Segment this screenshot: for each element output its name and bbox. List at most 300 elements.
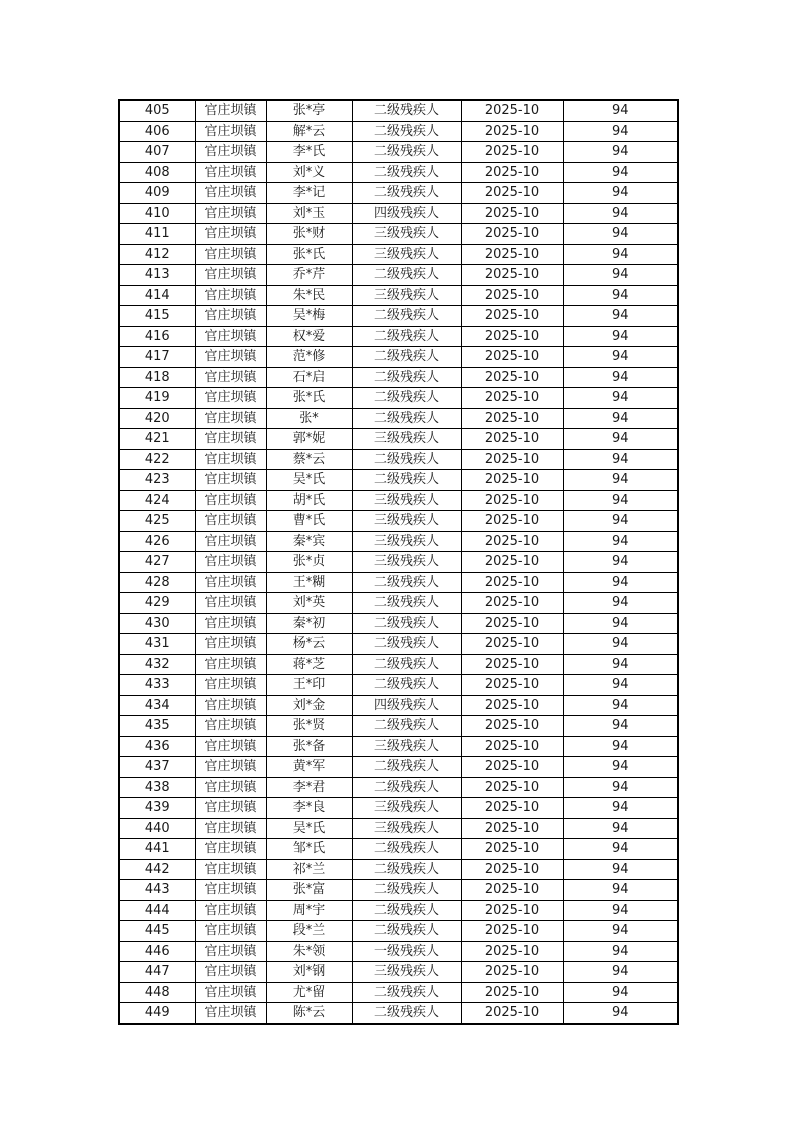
table-row xyxy=(119,531,678,552)
cell-name: 张*财 xyxy=(266,224,352,245)
cell-seq: 442 xyxy=(119,859,195,880)
cell-seq: 445 xyxy=(119,921,195,942)
cell-amount: 94 xyxy=(563,224,678,245)
cell-category: 三级残疾人 xyxy=(352,429,461,450)
cell-town: 官庄坝镇 xyxy=(195,695,266,716)
cell-category: 三级残疾人 xyxy=(352,798,461,819)
cell-name: 祁*兰 xyxy=(266,859,352,880)
cell-seq: 429 xyxy=(119,593,195,614)
cell-name: 张*备 xyxy=(266,736,352,757)
cell-seq: 420 xyxy=(119,408,195,429)
cell-category: 二级残疾人 xyxy=(352,306,461,327)
cell-seq: 439 xyxy=(119,798,195,819)
table-row xyxy=(119,593,678,614)
cell-town: 官庄坝镇 xyxy=(195,224,266,245)
cell-name: 秦*宾 xyxy=(266,531,352,552)
cell-name: 蔡*云 xyxy=(266,449,352,470)
cell-seq: 410 xyxy=(119,203,195,224)
cell-seq: 449 xyxy=(119,1003,195,1024)
cell-amount: 94 xyxy=(563,716,678,737)
cell-town: 官庄坝镇 xyxy=(195,572,266,593)
cell-town: 官庄坝镇 xyxy=(195,265,266,286)
cell-seq: 434 xyxy=(119,695,195,716)
cell-name: 李*君 xyxy=(266,777,352,798)
cell-name: 张*氏 xyxy=(266,388,352,409)
table-row xyxy=(119,285,678,306)
cell-name: 乔*芹 xyxy=(266,265,352,286)
cell-name: 朱*民 xyxy=(266,285,352,306)
cell-name: 李*氏 xyxy=(266,142,352,163)
cell-seq: 413 xyxy=(119,265,195,286)
cell-month: 2025-10 xyxy=(461,142,563,163)
cell-amount: 94 xyxy=(563,183,678,204)
cell-town: 官庄坝镇 xyxy=(195,736,266,757)
cell-category: 二级残疾人 xyxy=(352,470,461,491)
cell-month: 2025-10 xyxy=(461,880,563,901)
cell-amount: 94 xyxy=(563,613,678,634)
table-row xyxy=(119,982,678,1003)
table-row xyxy=(119,736,678,757)
cell-amount: 94 xyxy=(563,921,678,942)
table-row xyxy=(119,347,678,368)
cell-amount: 94 xyxy=(563,880,678,901)
table-row xyxy=(119,490,678,511)
cell-name: 黄*军 xyxy=(266,757,352,778)
cell-town: 官庄坝镇 xyxy=(195,962,266,983)
cell-month: 2025-10 xyxy=(461,121,563,142)
table-row xyxy=(119,388,678,409)
cell-name: 胡*氏 xyxy=(266,490,352,511)
cell-category: 二级残疾人 xyxy=(352,183,461,204)
cell-amount: 94 xyxy=(563,982,678,1003)
cell-town: 官庄坝镇 xyxy=(195,859,266,880)
table-row xyxy=(119,941,678,962)
table-row xyxy=(119,880,678,901)
cell-amount: 94 xyxy=(563,757,678,778)
cell-month: 2025-10 xyxy=(461,429,563,450)
cell-town: 官庄坝镇 xyxy=(195,531,266,552)
cell-category: 二级残疾人 xyxy=(352,121,461,142)
cell-seq: 415 xyxy=(119,306,195,327)
cell-month: 2025-10 xyxy=(461,224,563,245)
table-row xyxy=(119,716,678,737)
cell-town: 官庄坝镇 xyxy=(195,388,266,409)
cell-name: 郭*妮 xyxy=(266,429,352,450)
cell-month: 2025-10 xyxy=(461,408,563,429)
cell-amount: 94 xyxy=(563,470,678,491)
table-row xyxy=(119,962,678,983)
table-row xyxy=(119,162,678,183)
cell-town: 官庄坝镇 xyxy=(195,552,266,573)
cell-town: 官庄坝镇 xyxy=(195,285,266,306)
cell-amount: 94 xyxy=(563,367,678,388)
cell-seq: 424 xyxy=(119,490,195,511)
cell-town: 官庄坝镇 xyxy=(195,777,266,798)
cell-seq: 440 xyxy=(119,818,195,839)
cell-name: 王*印 xyxy=(266,675,352,696)
cell-town: 官庄坝镇 xyxy=(195,244,266,265)
cell-category: 三级残疾人 xyxy=(352,224,461,245)
cell-seq: 416 xyxy=(119,326,195,347)
cell-name: 张*亭 xyxy=(266,100,352,121)
cell-amount: 94 xyxy=(563,900,678,921)
cell-month: 2025-10 xyxy=(461,326,563,347)
cell-month: 2025-10 xyxy=(461,654,563,675)
cell-town: 官庄坝镇 xyxy=(195,634,266,655)
cell-town: 官庄坝镇 xyxy=(195,306,266,327)
table-row xyxy=(119,921,678,942)
cell-amount: 94 xyxy=(563,736,678,757)
cell-amount: 94 xyxy=(563,1003,678,1024)
cell-seq: 428 xyxy=(119,572,195,593)
cell-month: 2025-10 xyxy=(461,265,563,286)
cell-amount: 94 xyxy=(563,490,678,511)
cell-category: 二级残疾人 xyxy=(352,757,461,778)
cell-month: 2025-10 xyxy=(461,757,563,778)
cell-amount: 94 xyxy=(563,859,678,880)
cell-month: 2025-10 xyxy=(461,449,563,470)
cell-seq: 408 xyxy=(119,162,195,183)
cell-name: 邹*氏 xyxy=(266,839,352,860)
cell-name: 秦*初 xyxy=(266,613,352,634)
table-row xyxy=(119,265,678,286)
cell-name: 吴*氏 xyxy=(266,470,352,491)
cell-category: 三级残疾人 xyxy=(352,962,461,983)
cell-month: 2025-10 xyxy=(461,552,563,573)
cell-name: 范*修 xyxy=(266,347,352,368)
cell-month: 2025-10 xyxy=(461,183,563,204)
cell-town: 官庄坝镇 xyxy=(195,367,266,388)
cell-name: 刘*钢 xyxy=(266,962,352,983)
cell-amount: 94 xyxy=(563,142,678,163)
cell-category: 三级残疾人 xyxy=(352,285,461,306)
cell-town: 官庄坝镇 xyxy=(195,429,266,450)
table-row xyxy=(119,367,678,388)
cell-amount: 94 xyxy=(563,285,678,306)
cell-seq: 443 xyxy=(119,880,195,901)
cell-amount: 94 xyxy=(563,531,678,552)
cell-amount: 94 xyxy=(563,839,678,860)
cell-town: 官庄坝镇 xyxy=(195,449,266,470)
cell-name: 朱*领 xyxy=(266,941,352,962)
table-row xyxy=(119,511,678,532)
cell-amount: 94 xyxy=(563,941,678,962)
table-row xyxy=(119,449,678,470)
cell-name: 蒋*芝 xyxy=(266,654,352,675)
cell-seq: 412 xyxy=(119,244,195,265)
cell-name: 吴*氏 xyxy=(266,818,352,839)
cell-town: 官庄坝镇 xyxy=(195,839,266,860)
cell-name: 刘*义 xyxy=(266,162,352,183)
cell-name: 周*宇 xyxy=(266,900,352,921)
subsidy-roster-table xyxy=(118,99,679,1025)
cell-town: 官庄坝镇 xyxy=(195,880,266,901)
cell-category: 二级残疾人 xyxy=(352,367,461,388)
cell-category: 二级残疾人 xyxy=(352,572,461,593)
cell-amount: 94 xyxy=(563,777,678,798)
cell-town: 官庄坝镇 xyxy=(195,347,266,368)
cell-seq: 407 xyxy=(119,142,195,163)
cell-month: 2025-10 xyxy=(461,962,563,983)
cell-name: 解*云 xyxy=(266,121,352,142)
cell-amount: 94 xyxy=(563,265,678,286)
cell-name: 吴*梅 xyxy=(266,306,352,327)
cell-name: 李*良 xyxy=(266,798,352,819)
cell-category: 二级残疾人 xyxy=(352,142,461,163)
cell-seq: 414 xyxy=(119,285,195,306)
cell-category: 二级残疾人 xyxy=(352,388,461,409)
cell-seq: 438 xyxy=(119,777,195,798)
cell-month: 2025-10 xyxy=(461,921,563,942)
cell-name: 王*糊 xyxy=(266,572,352,593)
cell-category: 二级残疾人 xyxy=(352,347,461,368)
cell-seq: 417 xyxy=(119,347,195,368)
table-row xyxy=(119,224,678,245)
cell-category: 二级残疾人 xyxy=(352,1003,461,1024)
cell-town: 官庄坝镇 xyxy=(195,654,266,675)
cell-category: 四级残疾人 xyxy=(352,695,461,716)
cell-seq: 411 xyxy=(119,224,195,245)
table-row xyxy=(119,798,678,819)
table-row xyxy=(119,654,678,675)
cell-category: 二级残疾人 xyxy=(352,613,461,634)
cell-seq: 444 xyxy=(119,900,195,921)
cell-month: 2025-10 xyxy=(461,736,563,757)
cell-seq: 431 xyxy=(119,634,195,655)
cell-seq: 435 xyxy=(119,716,195,737)
cell-category: 二级残疾人 xyxy=(352,654,461,675)
cell-town: 官庄坝镇 xyxy=(195,716,266,737)
cell-town: 官庄坝镇 xyxy=(195,675,266,696)
cell-seq: 409 xyxy=(119,183,195,204)
cell-month: 2025-10 xyxy=(461,511,563,532)
cell-amount: 94 xyxy=(563,449,678,470)
cell-category: 三级残疾人 xyxy=(352,531,461,552)
cell-category: 二级残疾人 xyxy=(352,900,461,921)
table-row xyxy=(119,552,678,573)
cell-amount: 94 xyxy=(563,675,678,696)
cell-town: 官庄坝镇 xyxy=(195,183,266,204)
cell-category: 二级残疾人 xyxy=(352,859,461,880)
cell-category: 二级残疾人 xyxy=(352,716,461,737)
cell-seq: 421 xyxy=(119,429,195,450)
cell-amount: 94 xyxy=(563,962,678,983)
cell-seq: 423 xyxy=(119,470,195,491)
table-row xyxy=(119,121,678,142)
cell-town: 官庄坝镇 xyxy=(195,982,266,1003)
cell-month: 2025-10 xyxy=(461,798,563,819)
cell-seq: 426 xyxy=(119,531,195,552)
cell-town: 官庄坝镇 xyxy=(195,121,266,142)
cell-name: 张*氏 xyxy=(266,244,352,265)
cell-month: 2025-10 xyxy=(461,1003,563,1024)
cell-seq: 437 xyxy=(119,757,195,778)
table-row xyxy=(119,244,678,265)
cell-town: 官庄坝镇 xyxy=(195,203,266,224)
cell-category: 二级残疾人 xyxy=(352,408,461,429)
cell-month: 2025-10 xyxy=(461,941,563,962)
cell-town: 官庄坝镇 xyxy=(195,818,266,839)
cell-category: 三级残疾人 xyxy=(352,818,461,839)
cell-name: 陈*云 xyxy=(266,1003,352,1024)
cell-seq: 427 xyxy=(119,552,195,573)
cell-category: 二级残疾人 xyxy=(352,777,461,798)
cell-category: 三级残疾人 xyxy=(352,490,461,511)
cell-category: 二级残疾人 xyxy=(352,921,461,942)
table-row xyxy=(119,1003,678,1024)
cell-amount: 94 xyxy=(563,429,678,450)
cell-category: 三级残疾人 xyxy=(352,552,461,573)
cell-category: 二级残疾人 xyxy=(352,982,461,1003)
cell-month: 2025-10 xyxy=(461,593,563,614)
cell-amount: 94 xyxy=(563,593,678,614)
cell-month: 2025-10 xyxy=(461,859,563,880)
cell-town: 官庄坝镇 xyxy=(195,941,266,962)
cell-town: 官庄坝镇 xyxy=(195,162,266,183)
cell-month: 2025-10 xyxy=(461,100,563,121)
table-row xyxy=(119,326,678,347)
cell-month: 2025-10 xyxy=(461,675,563,696)
cell-month: 2025-10 xyxy=(461,388,563,409)
table-row xyxy=(119,142,678,163)
cell-category: 二级残疾人 xyxy=(352,634,461,655)
cell-month: 2025-10 xyxy=(461,818,563,839)
cell-category: 二级残疾人 xyxy=(352,100,461,121)
cell-category: 二级残疾人 xyxy=(352,326,461,347)
cell-name: 张*贞 xyxy=(266,552,352,573)
cell-seq: 430 xyxy=(119,613,195,634)
table-row xyxy=(119,306,678,327)
cell-town: 官庄坝镇 xyxy=(195,100,266,121)
cell-seq: 422 xyxy=(119,449,195,470)
cell-town: 官庄坝镇 xyxy=(195,511,266,532)
cell-month: 2025-10 xyxy=(461,203,563,224)
cell-name: 段*兰 xyxy=(266,921,352,942)
table-row xyxy=(119,408,678,429)
table-row xyxy=(119,859,678,880)
cell-amount: 94 xyxy=(563,203,678,224)
table-row xyxy=(119,900,678,921)
cell-month: 2025-10 xyxy=(461,162,563,183)
table-row xyxy=(119,429,678,450)
cell-town: 官庄坝镇 xyxy=(195,798,266,819)
cell-category: 二级残疾人 xyxy=(352,593,461,614)
cell-month: 2025-10 xyxy=(461,367,563,388)
cell-town: 官庄坝镇 xyxy=(195,142,266,163)
cell-amount: 94 xyxy=(563,388,678,409)
cell-name: 李*记 xyxy=(266,183,352,204)
cell-month: 2025-10 xyxy=(461,244,563,265)
table-row xyxy=(119,695,678,716)
cell-month: 2025-10 xyxy=(461,900,563,921)
cell-amount: 94 xyxy=(563,306,678,327)
cell-town: 官庄坝镇 xyxy=(195,757,266,778)
table-row xyxy=(119,613,678,634)
cell-town: 官庄坝镇 xyxy=(195,921,266,942)
cell-name: 刘*玉 xyxy=(266,203,352,224)
cell-town: 官庄坝镇 xyxy=(195,613,266,634)
cell-amount: 94 xyxy=(563,408,678,429)
cell-month: 2025-10 xyxy=(461,777,563,798)
cell-name: 杨*云 xyxy=(266,634,352,655)
cell-seq: 419 xyxy=(119,388,195,409)
cell-name: 权*爱 xyxy=(266,326,352,347)
cell-amount: 94 xyxy=(563,572,678,593)
cell-seq: 436 xyxy=(119,736,195,757)
cell-category: 二级残疾人 xyxy=(352,880,461,901)
cell-seq: 406 xyxy=(119,121,195,142)
cell-month: 2025-10 xyxy=(461,613,563,634)
cell-town: 官庄坝镇 xyxy=(195,1003,266,1024)
cell-seq: 433 xyxy=(119,675,195,696)
table-row xyxy=(119,634,678,655)
cell-town: 官庄坝镇 xyxy=(195,490,266,511)
cell-category: 三级残疾人 xyxy=(352,736,461,757)
cell-seq: 405 xyxy=(119,100,195,121)
cell-category: 四级残疾人 xyxy=(352,203,461,224)
cell-seq: 432 xyxy=(119,654,195,675)
cell-category: 二级残疾人 xyxy=(352,675,461,696)
table-row xyxy=(119,757,678,778)
cell-month: 2025-10 xyxy=(461,285,563,306)
cell-month: 2025-10 xyxy=(461,716,563,737)
cell-town: 官庄坝镇 xyxy=(195,900,266,921)
cell-month: 2025-10 xyxy=(461,490,563,511)
cell-amount: 94 xyxy=(563,347,678,368)
cell-amount: 94 xyxy=(563,100,678,121)
cell-name: 曹*氏 xyxy=(266,511,352,532)
table-row xyxy=(119,572,678,593)
table-row xyxy=(119,470,678,491)
cell-month: 2025-10 xyxy=(461,306,563,327)
cell-amount: 94 xyxy=(563,552,678,573)
cell-seq: 418 xyxy=(119,367,195,388)
cell-amount: 94 xyxy=(563,634,678,655)
cell-month: 2025-10 xyxy=(461,695,563,716)
table-row xyxy=(119,100,678,121)
cell-name: 刘*英 xyxy=(266,593,352,614)
table-row xyxy=(119,203,678,224)
cell-name: 张*富 xyxy=(266,880,352,901)
cell-month: 2025-10 xyxy=(461,634,563,655)
table-row xyxy=(119,777,678,798)
table-row xyxy=(119,675,678,696)
cell-name: 尤*留 xyxy=(266,982,352,1003)
cell-category: 三级残疾人 xyxy=(352,244,461,265)
cell-month: 2025-10 xyxy=(461,839,563,860)
cell-category: 二级残疾人 xyxy=(352,449,461,470)
cell-amount: 94 xyxy=(563,695,678,716)
cell-amount: 94 xyxy=(563,121,678,142)
cell-category: 一级残疾人 xyxy=(352,941,461,962)
table-row xyxy=(119,183,678,204)
cell-amount: 94 xyxy=(563,654,678,675)
cell-month: 2025-10 xyxy=(461,982,563,1003)
cell-month: 2025-10 xyxy=(461,572,563,593)
cell-amount: 94 xyxy=(563,162,678,183)
cell-name: 刘*金 xyxy=(266,695,352,716)
cell-category: 二级残疾人 xyxy=(352,839,461,860)
cell-seq: 447 xyxy=(119,962,195,983)
cell-town: 官庄坝镇 xyxy=(195,470,266,491)
cell-category: 二级残疾人 xyxy=(352,265,461,286)
cell-name: 张* xyxy=(266,408,352,429)
cell-amount: 94 xyxy=(563,326,678,347)
cell-month: 2025-10 xyxy=(461,470,563,491)
table-row xyxy=(119,818,678,839)
cell-seq: 425 xyxy=(119,511,195,532)
cell-name: 石*启 xyxy=(266,367,352,388)
